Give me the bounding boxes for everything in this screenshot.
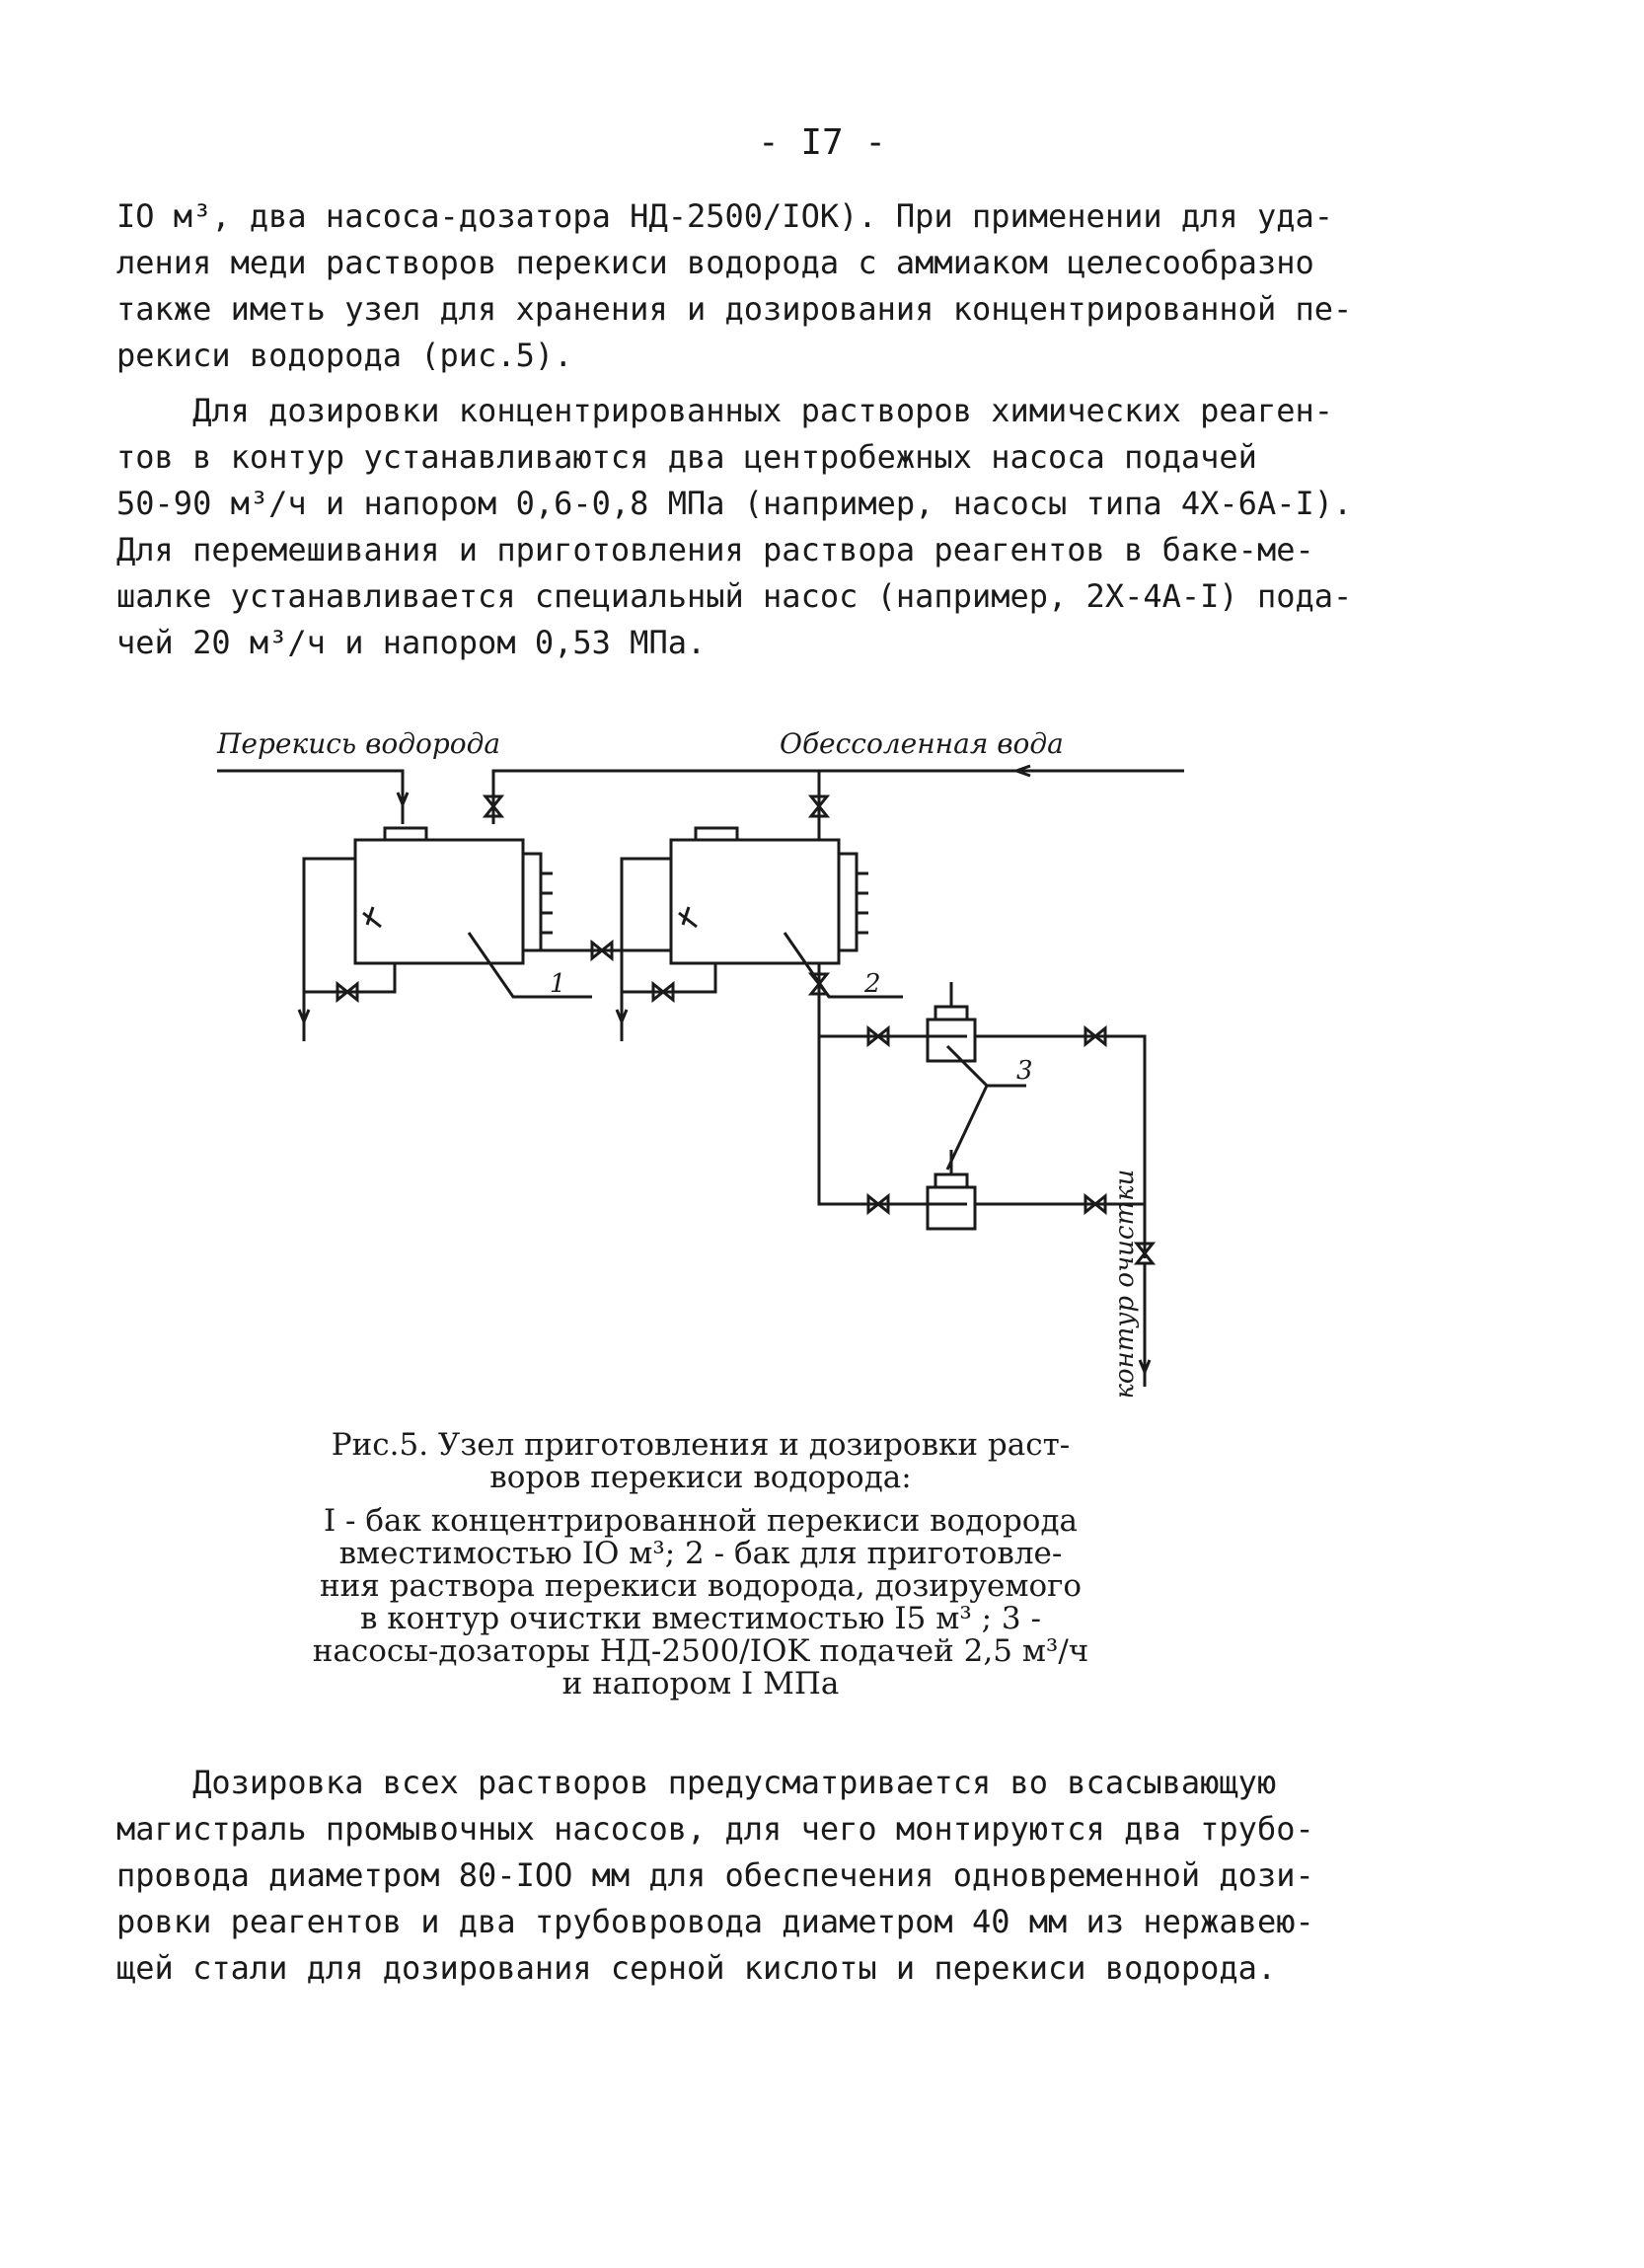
- label-3: 3: [1016, 1056, 1033, 1086]
- label-1: 1: [550, 969, 566, 999]
- tank-1: [355, 840, 523, 963]
- label-outlet: В контур очистки: [1110, 1169, 1140, 1397]
- tank-1-level-gauge: [523, 854, 553, 950]
- piping-diagram: [197, 706, 1184, 1397]
- tank-1-hatch: [385, 828, 426, 840]
- label-peroxide: Перекись водорода: [217, 727, 501, 760]
- figure-caption-title: Рис.5. Узел приготовления и дозировки раст- воров перекиси водорода:: [331, 1427, 1071, 1495]
- figure-caption-body: I - бак концентрированной перекиси водорода вместимостью IO м³; 2 - бак для приготовле- ния раствора перекиси водорода, дозируемого в контур очистки вместимостью I5 м³ ; 3 - насосы-дозаторы НД-2500/IOK подачей 2,5 м³/ч и напором I МПа: [312, 1503, 1089, 1701]
- tank-2-hatch: [696, 828, 737, 840]
- water-main-line: [493, 771, 1184, 839]
- paragraph-1: IO м³, два насоса-дозатора НД-2500/IOK). При применении для уда- ления меди растворов перекиси водорода с аммиаком целесообразно также иметь узел для хранения и дозирования концентрированной пе- рекиси водорода (рис.5).: [116, 197, 1353, 374]
- tank-1-outlet: [304, 963, 395, 992]
- label-water: Обессоленная вода: [780, 727, 1064, 760]
- page-number: - I7 -: [757, 122, 887, 163]
- tank-2: [671, 840, 839, 963]
- tank-1-drain: [304, 859, 355, 1041]
- tank-2-sensor: [679, 907, 697, 927]
- tank-1-sensor: [363, 907, 381, 927]
- label-2: 2: [864, 969, 881, 999]
- tank-2-level-gauge: [839, 854, 868, 950]
- pump-header: [819, 963, 967, 1204]
- paragraph-2: Для дозировки концентрированных растворов химических реаген- тов в контур устанавливаются два центробежных насоса подачей 50-90 м³/ч и напором 0,6-0,8 МПа (например, насосы типа 4Х-6А-I). Для перемешивания и приготовления раствора реагентов в баке-ме- шалке устанавливается специальный насос (например, 2Х-4А-I) пода- чей 20 м³/ч и напором 0,53 МПа.: [116, 392, 1353, 661]
- pump-pointer: [947, 1046, 1026, 1170]
- paragraph-3: Дозировка всех растворов предусматривается во всасывающую магистраль промывочных насосов, для чего монтируются два трубо- провода диаметром 80-IOO мм для обеспечения одновременной дози- ровки реагентов и два трубовровода диаметром 40 мм из нержавею- щей стали для дозирования серной кислоты и перекиси водорода.: [116, 1764, 1314, 1987]
- figure-5-schematic: [197, 706, 1184, 1397]
- peroxide-line: [217, 771, 403, 824]
